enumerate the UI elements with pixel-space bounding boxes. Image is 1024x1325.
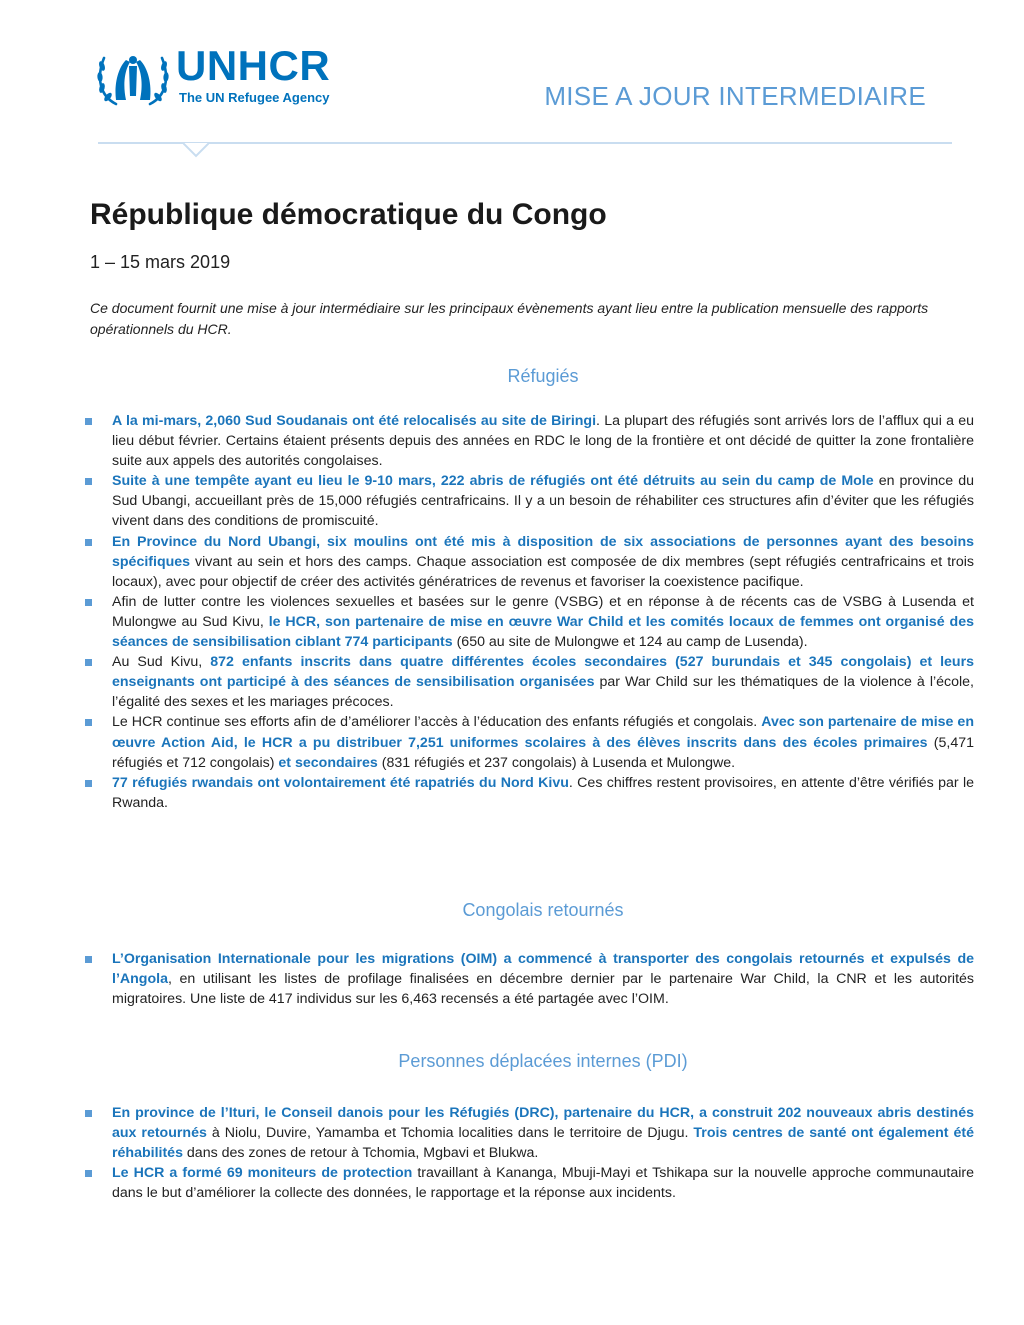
header-divider (98, 142, 952, 144)
body-text: dans des zones de retour à Tchomia, Mgbavi et Blukwa. (182, 1145, 539, 1162)
highlighted-text: Suite à une tempête ayant eu lieu le 9-10 mars, 222 abris de réfugiés ont été détruits au sein du camp de Mole (112, 473, 874, 490)
body-text: à Niolu, Duvire, Yamamba et Tchomia localities dans le territoire de Djugu. (206, 1125, 694, 1142)
body-text: Afin de lutter contre les violences sexuelles et basées sur le genre (VSBG) et en réponse à de récents cas de VSBG à Lusenda et Mulongwe au Sud Kivu, (112, 593, 974, 630)
bullet-item (80, 773, 974, 813)
body-text: en province du Sud Ubangi, accueillant près de 15,000 réfugiés centrafricains. Il y a un besoin de réhabiliter ces structures afin d’éviter que les réfugiés vivent dans des conditions de promiscuité. (112, 473, 975, 530)
highlighted-text: 872 enfants inscrits dans quatre différentes écoles secondaires (527 burundais et 345 congolais) et leurs enseignants ont participé à des séances de sensibilisation organisées (112, 654, 975, 691)
body-text: (831 réfugiés et 237 congolais) à Lusenda et Mulongwe. (377, 754, 736, 771)
body-text: Au Sud Kivu, (112, 654, 211, 671)
highlighted-text: En province de l’Ituri, le Conseil danois pour les Réfugiés (DRC), partenaire du HCR, a construit 202 nouveaux abris destinés aux retournés (112, 1105, 974, 1142)
body-text: par War Child sur les thématiques de la violence à l’école, l’égalité des sexes et les mariages précoces. (112, 674, 975, 711)
highlighted-text: le HCR, son partenaire de mise en œuvre War Child et les comités locaux de femmes ont organisé des séances de sensibilisation ciblant 774 participants (112, 613, 974, 651)
intro-paragraph: Ce document fournit une mise à jour intermédiaire sur les principaux évènements ayant lieu entre la publication mensuelle des rapports opérationnels du HCR. (90, 300, 929, 337)
bullet-item (80, 1103, 974, 1163)
body-text: vivant au sein et hors des camps. Chaque association est composée de dix membres (sept réfugiés centrafricains et trois locaux), avec pour objectif de créer des activités génératrices de revenus et favoriser la coexistence pacifique. (112, 553, 974, 590)
logo-tagline: The UN Refugee Agency (179, 90, 330, 105)
bullet-item (80, 532, 974, 592)
unhcr-emblem-icon (96, 44, 170, 110)
highlighted-text: et secondaires (278, 754, 378, 771)
bullet-item (80, 471, 974, 531)
section-title-pdi: Personnes déplacées internes (PDI) (398, 1051, 688, 1071)
bullet-item (80, 592, 974, 652)
highlighted-text: Avec son partenaire de mise en œuvre Action Aid, le HCR a pu distribuer 7,251 uniformes scolaires à des élèves inscrits dans des écoles primaires (112, 714, 974, 751)
page-header (0, 0, 1024, 170)
highlighted-text: 77 réfugiés rwandais ont volontairement été rapatriés du Nord Kivu (112, 774, 569, 791)
pdi-bullet-list (80, 1103, 974, 1203)
document-type-label: MISE A JOUR INTERMEDIAIRE (544, 81, 926, 111)
header-divider-notch (183, 142, 209, 158)
body-text: (5,471 réfugiés et 712 congolais) (112, 734, 974, 771)
bullet-item (80, 411, 974, 471)
retournes-bullet-list (80, 949, 974, 1009)
bullet-item (80, 949, 974, 1009)
bullet-item (80, 1163, 974, 1203)
report-date: 1 – 15 mars 2019 (90, 252, 231, 272)
highlighted-text: A la mi-mars, 2,060 Sud Soudanais ont été relocalisés au site de Biringi (112, 413, 597, 429)
highlighted-text: Trois centres de santé ont également été réhabilités (112, 1125, 974, 1162)
highlighted-text: Le HCR a formé 69 moniteurs de protection (112, 1165, 413, 1182)
body-text: . Ces chiffres restent provisoires, en attente d’être vérifiés par le Rwanda. (112, 774, 974, 811)
bullet-item (80, 652, 974, 712)
body-text: travaillant à Kananga, Mbuji-Mayi et Tshikapa sur la nouvelle approche communautaire dans le but d’améliorer la collecte des données, le rapportage et la réponse aux incidents. (112, 1165, 974, 1202)
logo-wordmark: UNHCR (176, 42, 331, 89)
refugies-bullet-list (80, 411, 974, 813)
highlighted-text: En Province du Nord Ubangi, six moulins ont été mis à disposition de six associations de personnes ayant des besoins spécifiques (112, 533, 974, 570)
section-title-congolais-retournes: Congolais retournés (462, 900, 624, 920)
highlighted-text: L’Organisation Internationale pour les migrations (OIM) a commencé à transporter des congolais retournés et expulsés de l’Angola (112, 951, 974, 988)
section-title-refugies: Réfugiés (507, 366, 579, 386)
body-text: , en utilisant les listes de profilage finalisées en décembre dernier par le partenaire War Child, la CNR et les autorités migratoires. Une liste de 417 individus sur les 6,463 recensés a été partagée avec l’OIM. (112, 971, 974, 1008)
body-text: . La plupart des réfugiés sont arrivés lors de l’afflux qui a eu lieu début février. Certains étaient présents depuis des années en RDC le long de la frontière et ont décidé de quitter la zone frontalière suite aux appels des autorités congolaises. (112, 413, 974, 470)
page-title: République démocratique du Congo (90, 198, 607, 231)
bullet-item (80, 712, 974, 772)
body-text: Le HCR continue ses efforts afin de d’améliorer l’accès à l’éducation des enfants réfugiés et congolais. (112, 714, 762, 731)
body-text: (650 au site de Mulongwe et 124 au camp de Lusenda). (452, 634, 808, 651)
